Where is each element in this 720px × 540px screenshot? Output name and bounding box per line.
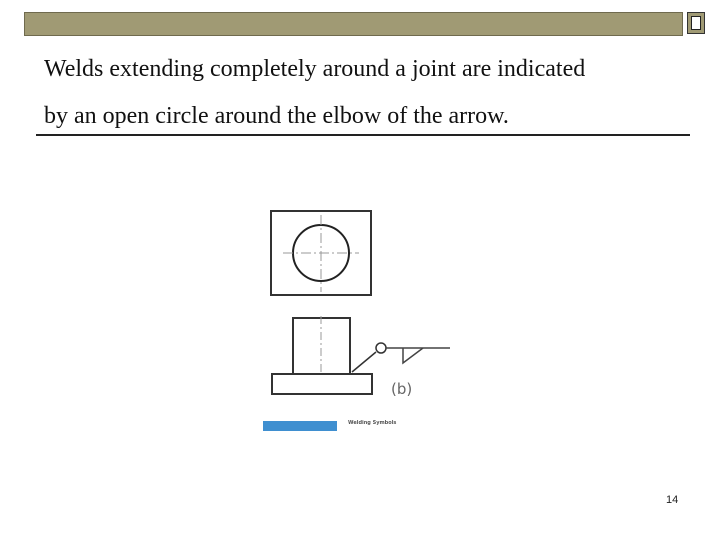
side-view-base-plate — [272, 374, 372, 394]
title-divider — [36, 134, 690, 136]
figure-caption: Welding Symbols — [348, 420, 397, 426]
slide-title-line-2: by an open circle around the elbow of the arrow. — [44, 103, 509, 129]
slide-title-line-1: Welds extending completely around a joint are indicated — [44, 56, 586, 82]
title-bar — [24, 12, 683, 36]
weld-diagram — [255, 200, 465, 440]
arrow-leader — [352, 352, 376, 372]
weld-symbol-figure — [255, 200, 465, 440]
page-number: 14 — [666, 494, 679, 506]
slide-title — [44, 46, 704, 140]
weld-all-around-circle — [376, 343, 386, 353]
window-box-icon — [687, 12, 705, 34]
figure-caption-bar — [263, 421, 337, 431]
figure-label: (b) — [391, 380, 413, 398]
window-box-inner — [691, 16, 701, 30]
fillet-weld-triangle — [403, 348, 423, 363]
